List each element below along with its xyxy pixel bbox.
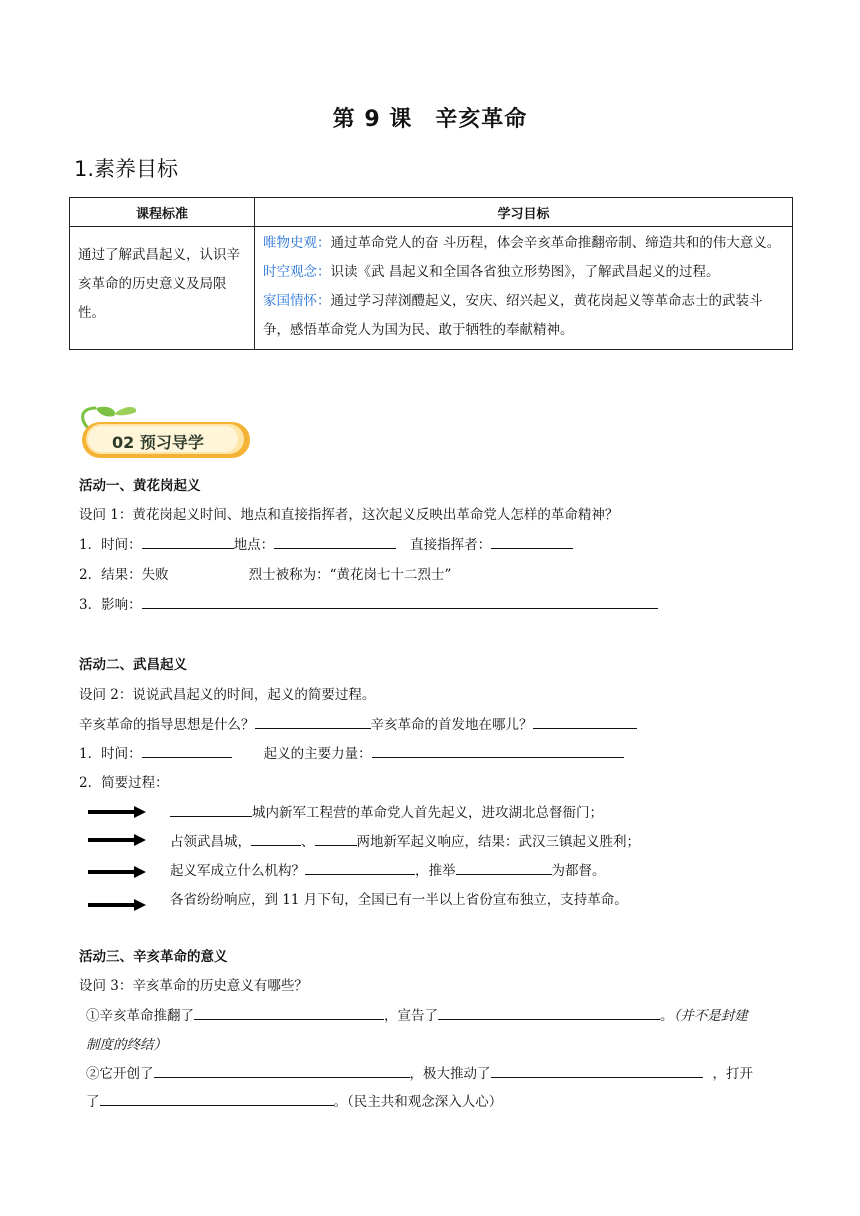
blank-governor[interactable] [456,860,552,875]
goals-table [69,197,793,350]
label: 辛亥革命的指导思想是什么？ [79,717,255,733]
label: 辛亥革命的首发地在哪儿？ [370,717,533,733]
answer-text: ①辛亥革命推翻了 [86,1008,194,1024]
step-text: 占领武昌城， [170,834,251,850]
arrow-icon [88,866,146,878]
activity2-line1 [79,742,624,762]
goal-item [263,229,784,258]
step-text: 城内新军工程营的革命党人首先起义，进攻湖北总督衙门； [252,805,603,821]
process-step-2 [170,830,640,850]
blank-created[interactable] [154,1063,410,1078]
activity2-q2 [79,713,637,733]
goal-text: 通过革命党人的奋 斗历程，体会辛亥革命推翻帝制、缔造共和的伟大意义。 [330,235,781,251]
process-step-3 [170,859,606,879]
goals-cell [255,227,793,350]
arrow-icon [88,834,146,846]
activity1-line1 [79,533,573,553]
blank-promoted[interactable] [491,1063,703,1078]
section-tag-label: 02 预习导学 [112,433,204,452]
blank-step2b[interactable] [315,831,357,846]
step-text: 为都督。 [551,863,606,879]
label: 3．影响： [79,597,142,613]
blank-origin[interactable] [533,714,637,729]
blank-ideology[interactable] [255,714,371,729]
answer-text: ②它开创了 [86,1066,154,1082]
activity1-line2 [79,563,451,583]
goal-label: 家国情怀： [263,293,331,309]
blank-opened[interactable] [100,1091,334,1106]
goal-item [263,287,784,345]
answer-text: ，打开 [712,1066,753,1082]
blank-organ[interactable] [305,860,415,875]
label: 直接指挥者： [410,537,492,553]
martyrs-text: 烈士被称为：“黄花岗七十二烈士” [248,567,452,583]
blank-impact[interactable] [142,594,658,609]
label: 起义的主要力量： [263,746,372,762]
blank-overthrew[interactable] [194,1005,384,1020]
blank-time[interactable] [142,743,232,758]
step-text: 、 [301,834,315,850]
section-heading-goals: 1.素养目标 [74,157,179,181]
blank-time[interactable] [142,534,234,549]
arrow-icon [88,899,146,911]
blank-place[interactable] [274,534,396,549]
answer-text: 。 [660,1008,674,1024]
answer-text: 。（民主共和观念深入人心） [333,1094,503,1110]
activity3-heading: 活动三、辛亥革命的意义 [79,949,228,965]
goal-label: 唯物史观： [263,235,331,251]
goal-label: 时空观念： [263,264,331,280]
label: 1．时间： [79,746,142,762]
page-title: 第 9 课 辛亥革命 [332,107,528,132]
answer-1 [86,1004,748,1024]
blank-step2a[interactable] [251,831,301,846]
step-text: 两地新军起义响应，结果：武汉三镇起义胜利； [356,834,640,850]
activity2-heading: 活动二、武昌起义 [79,657,187,673]
header-goals: 学习目标 [255,198,793,227]
activity1-question: 设问 1：黄花岗起义时间、地点和直接指挥者，这次起义反映出革命党人怎样的革命精神？ [79,507,619,523]
activity2-question: 设问 2：说说武昌起义的时间，起义的简要过程。 [79,687,376,703]
activity3-question: 设问 3：辛亥革命的历史意义有哪些？ [79,978,308,994]
goal-item [263,258,784,287]
answer-2 [86,1062,753,1082]
standard-cell: 通过了解武昌起义，认识辛亥革命的历史意义及局限性。 [70,227,255,350]
activity2-line2: 2．简要过程： [79,775,169,791]
goal-text: 通过学习萍浏醴起义，安庆、绍兴起义，黄花岗起义等革命志士的武装斗争，感悟革命党人为国为民、敢于牺牲的奉献精神。 [263,293,763,338]
result-text: 2．结果：失败 [79,567,169,583]
answer-text: 了 [86,1094,100,1110]
blank-announced[interactable] [438,1005,660,1020]
note-text: （并不是封建 [673,1008,748,1024]
blank-step1[interactable] [170,802,252,817]
answer-text: ，宣告了 [384,1008,438,1024]
arrow-icon [88,806,146,818]
answer-1-note: 制度的终结） [86,1037,167,1053]
label: 1．时间： [79,537,142,553]
answer-text: ，极大推动了 [409,1066,491,1082]
section-tag [74,402,254,462]
blank-force[interactable] [372,743,624,758]
header-standard: 课程标准 [70,198,255,227]
step-text: ，推举 [415,863,456,879]
answer-3 [86,1090,502,1110]
activity1-heading: 活动一、黄花岗起义 [79,478,201,494]
process-step-1 [170,801,603,821]
label: 地点： [233,537,275,553]
blank-commander[interactable] [491,534,573,549]
process-step-4: 各省纷纷响应，到 11 月下旬，全国已有一半以上省份宣布独立，支持革命。 [170,892,628,908]
activity1-line3 [79,593,658,613]
goal-text: 识读《武 昌起义和全国各省独立形势图》，了解武昌起义的过程。 [330,264,720,280]
step-text: 起义军成立什么机构？ [170,863,305,879]
